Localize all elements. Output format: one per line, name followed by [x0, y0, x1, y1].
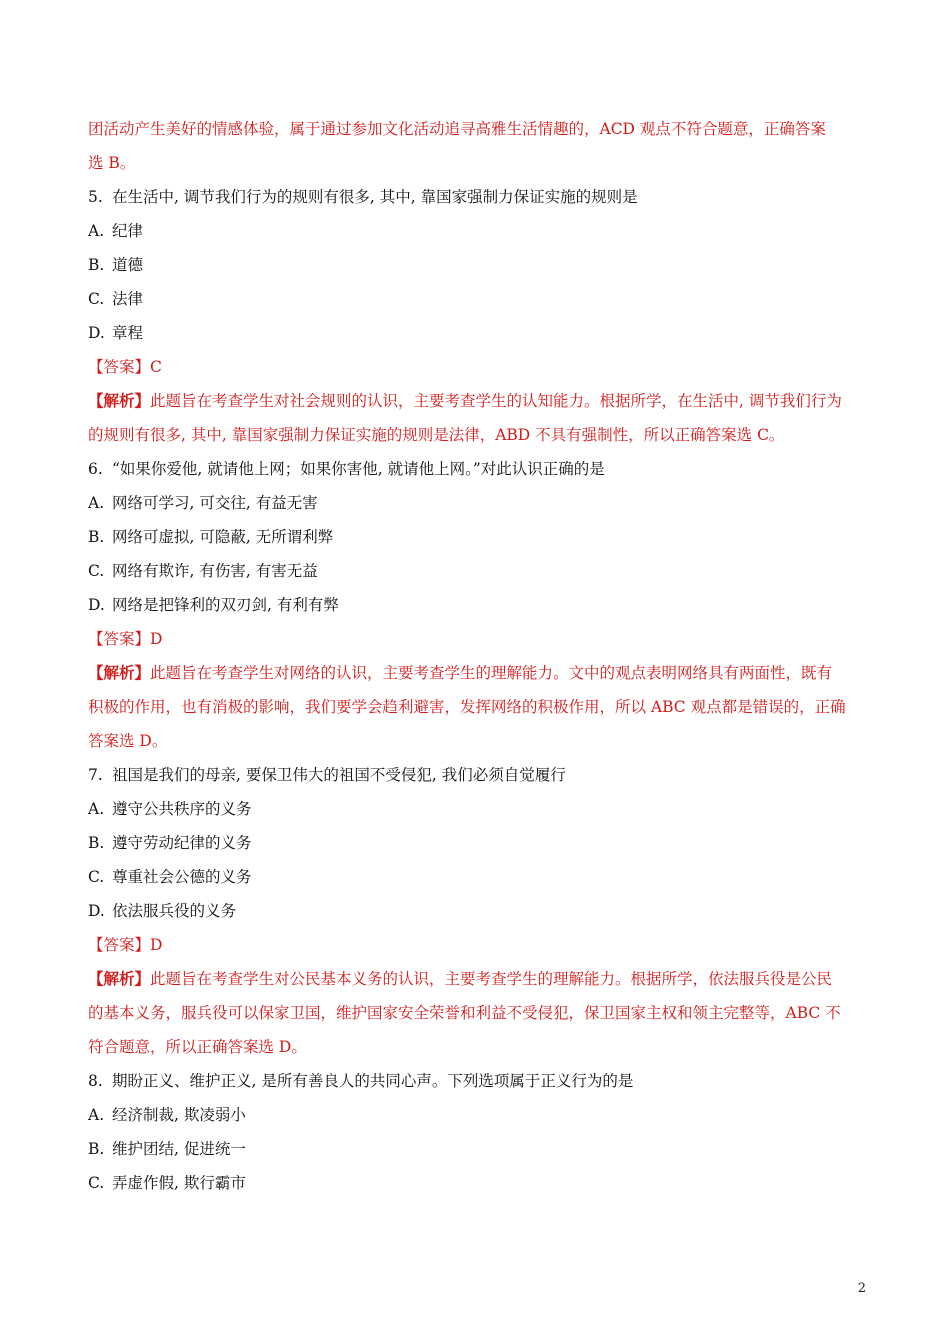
- option-text: 维护团结, 促进统一: [112, 1140, 246, 1158]
- option-text: 网络可虚拟, 可隐蔽, 无所谓利弊: [112, 528, 334, 546]
- analysis-line: 答案选 D。: [88, 732, 168, 750]
- question-number: 7.: [88, 766, 103, 784]
- question-7: [88, 758, 866, 1064]
- answer-label: 【答案】: [88, 936, 151, 954]
- option-text: 纪律: [112, 222, 144, 240]
- option-text: 网络是把锋利的双刃剑, 有利有弊: [112, 596, 339, 614]
- analysis-label: 【解析】: [88, 663, 151, 682]
- answer-value: D: [150, 936, 163, 954]
- question-number: 5.: [88, 188, 103, 206]
- answer-line: [88, 350, 866, 384]
- option-c: [88, 860, 866, 894]
- option-b: [88, 1132, 866, 1166]
- question-stem: [88, 758, 866, 792]
- analysis-line: [88, 384, 866, 418]
- option-text: 尊重社会公德的义务: [112, 868, 252, 886]
- option-c: [88, 1166, 866, 1200]
- analysis-text: 此题旨在考查学生对公民基本义务的认识，主要考查学生的理解能力。根据所学，依法服兵役是公民: [150, 970, 833, 988]
- option-a: [88, 792, 866, 826]
- answer-label: 【答案】: [88, 630, 151, 648]
- analysis-label: 【解析】: [88, 391, 151, 410]
- option-c: [88, 282, 866, 316]
- question-number: 8.: [88, 1072, 103, 1090]
- page-number: 2: [857, 1281, 866, 1296]
- option-key: C.: [88, 1174, 105, 1192]
- question-8: [88, 1064, 866, 1200]
- option-c: [88, 554, 866, 588]
- document-page: [88, 112, 866, 1200]
- option-d: [88, 588, 866, 622]
- option-key: A.: [88, 800, 105, 818]
- option-key: D.: [88, 596, 105, 614]
- option-text: 章程: [112, 324, 144, 342]
- option-a: [88, 486, 866, 520]
- analysis-line: 的基本义务，服兵役可以保家卫国，维护国家安全荣誉和利益不受侵犯，保卫国家主权和领主完整等，ABC 不: [88, 1004, 841, 1022]
- answer-line: [88, 622, 866, 656]
- option-text: 道德: [112, 256, 144, 274]
- option-d: [88, 316, 866, 350]
- option-text: 经济制裁, 欺凌弱小: [112, 1106, 246, 1124]
- question-text: 期盼正义、维护正义, 是所有善良人的共同心声。下列选项属于正义行为的是: [112, 1072, 634, 1090]
- analysis-line: 积极的作用，也有消极的影响，我们要学会趋利避害，发挥网络的积极作用，所以 ABC 观点都是错误的，正确: [88, 698, 846, 716]
- continuation-line: 团活动产生美好的情感体验，属于通过参加文化活动追寻高雅生活情趣的，ACD 观点不符合题意，正确答案: [88, 120, 826, 138]
- option-key: B.: [88, 256, 105, 274]
- option-key: B.: [88, 1140, 105, 1158]
- option-key: B.: [88, 528, 105, 546]
- analysis-line: [88, 656, 866, 690]
- option-b: [88, 520, 866, 554]
- option-text: 弄虚作假, 欺行霸市: [112, 1174, 246, 1192]
- answer-value: C: [150, 358, 162, 376]
- option-text: 网络可学习, 可交往, 有益无害: [112, 494, 318, 512]
- option-a: [88, 214, 866, 248]
- option-b: [88, 826, 866, 860]
- option-key: A.: [88, 494, 105, 512]
- option-key: C.: [88, 562, 105, 580]
- analysis-label: 【解析】: [88, 969, 151, 988]
- continuation-line: 选 B。: [88, 154, 136, 172]
- option-text: 网络有欺诈, 有伤害, 有害无益: [112, 562, 318, 580]
- answer-label: 【答案】: [88, 358, 151, 376]
- question-stem: [88, 1064, 866, 1098]
- analysis-line: 的规则有很多, 其中, 靠国家强制力保证实施的规则是法律，ABD 不具有强制性，所以正确答案选 C。: [88, 426, 785, 444]
- option-key: D.: [88, 902, 105, 920]
- option-key: D.: [88, 324, 105, 342]
- question-5: [88, 180, 866, 452]
- option-text: 遵守公共秩序的义务: [112, 800, 252, 818]
- option-key: A.: [88, 1106, 105, 1124]
- option-d: [88, 894, 866, 928]
- analysis-text: 此题旨在考查学生对网络的认识，主要考查学生的理解能力。文中的观点表明网络具有两面性，既有: [150, 664, 833, 682]
- answer-line: [88, 928, 866, 962]
- option-b: [88, 248, 866, 282]
- option-key: B.: [88, 834, 105, 852]
- option-key: A.: [88, 222, 105, 240]
- analysis-line: 符合题意，所以正确答案选 D。: [88, 1038, 307, 1056]
- answer-value: D: [150, 630, 163, 648]
- option-key: C.: [88, 290, 105, 308]
- question-text: “如果你爱他, 就请他上网；如果你害他, 就请他上网。”对此认识正确的是: [112, 460, 605, 478]
- question-6: [88, 452, 866, 758]
- question-text: 在生活中, 调节我们行为的规则有很多, 其中, 靠国家强制力保证实施的规则是: [112, 188, 638, 206]
- option-a: [88, 1098, 866, 1132]
- question-stem: [88, 452, 866, 486]
- option-text: 依法服兵役的义务: [112, 902, 237, 920]
- question-text: 祖国是我们的母亲, 要保卫伟大的祖国不受侵犯, 我们必须自觉履行: [112, 766, 566, 784]
- question-stem: [88, 180, 866, 214]
- analysis-line: [88, 962, 866, 996]
- analysis-text: 此题旨在考查学生对社会规则的认识，主要考查学生的认知能力。根据所学，在生活中, 调节我们行为: [150, 392, 842, 410]
- question-number: 6.: [88, 460, 103, 478]
- option-key: C.: [88, 868, 105, 886]
- option-text: 法律: [112, 290, 144, 308]
- option-text: 遵守劳动纪律的义务: [112, 834, 252, 852]
